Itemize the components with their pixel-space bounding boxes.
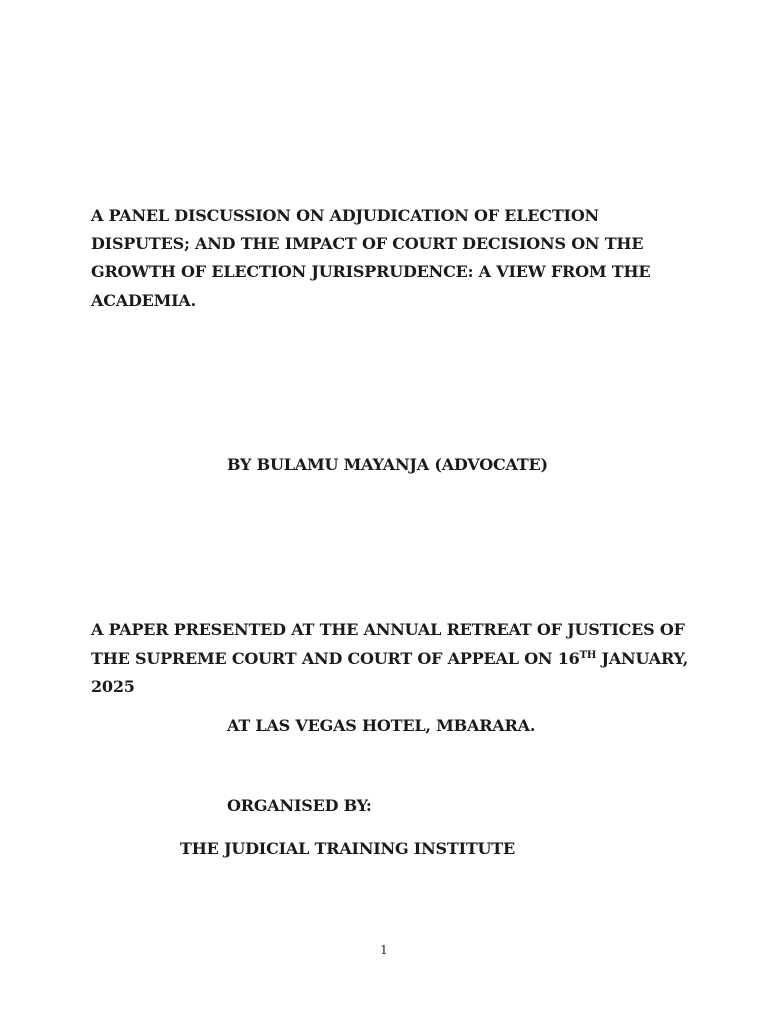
organiser-label: ORGANISED BY: [227,796,372,815]
author-line: BY BULAMU MAYANJA (ADVOCATE) [227,455,548,474]
venue-line: AT LAS VEGAS HOTEL, MBARARA. [227,716,536,735]
organiser-name: THE JUDICIAL TRAINING INSTITUTE [180,839,516,858]
title-line-4: ACADEMIA. [91,291,197,310]
title-line-1: A PANEL DISCUSSION ON ADJUDICATION OF ELECTION [91,206,599,225]
presentation-line-2-text: THE SUPREME COURT AND COURT OF APPEAL ON 16 [91,649,580,668]
presentation-year: 2025 [91,677,135,696]
page-number: 1 [380,943,388,957]
title-line-3: GROWTH OF ELECTION JURISPRUDENCE: A VIEW FROM THE [91,262,651,281]
presentation-line-1: A PAPER PRESENTED AT THE ANNUAL RETREAT OF JUSTICES OF [91,620,685,639]
presentation-line-2 [91,645,688,673]
date-ordinal-suffix: TH [579,650,597,661]
presentation-line-2-month: JANUARY, [596,649,689,668]
title-line-2: DISPUTES; AND THE IMPACT OF COURT DECISIONS ON THE [91,234,644,253]
